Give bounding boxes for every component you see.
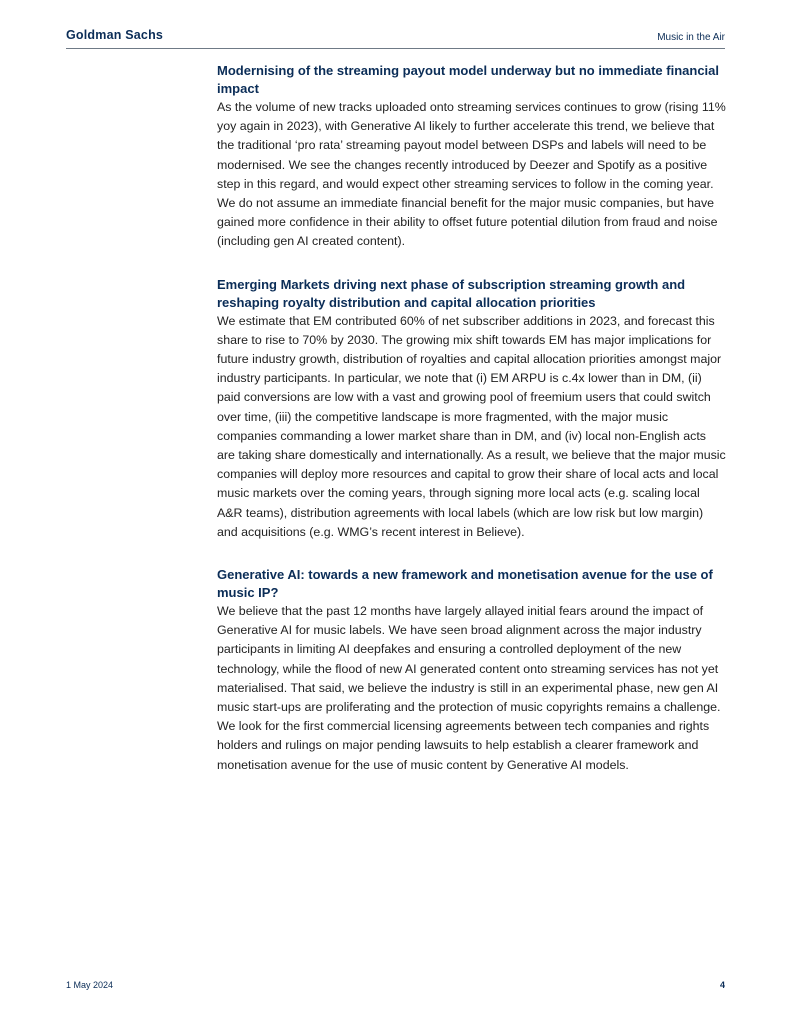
main-content — [217, 62, 727, 799]
section-streaming-payout — [217, 62, 727, 252]
section-emerging-markets — [217, 276, 727, 542]
header-divider — [66, 48, 725, 49]
page-number: 4 — [719, 980, 725, 990]
section-heading: Modernising of the streaming payout model underway but no immediate financial impact — [217, 63, 720, 96]
section-heading: Emerging Markets driving next phase of subscription streaming growth and reshaping royalty distribution and capital allocation priorities — [217, 276, 686, 310]
section-generative-ai — [217, 566, 727, 775]
report-title: Music in the Air — [657, 32, 725, 43]
section-body: We believe that the past 12 months have largely allayed initial fears around the impact of Generative AI for music labels. We have seen broad alignment across the major industry participants in limiting AI deepfakes and ensuring a controlled deployment of the new technology, while the flood of new AI generated content onto streaming services has not yet materialised. That said, we believe the industry is still in an experimental phase, new gen AI music start-ups are proliferating and the protection of music copyrights remains a challenge. We look for the first commercial licensing agreements between tech companies and rights holders and rulings on major pending lawsuits to help establish a clearer framework and monetisation avenue for the use of music content by Generative AI models. — [217, 604, 721, 772]
section-heading: Generative AI: towards a new framework and monetisation avenue for the use of music IP? — [217, 567, 713, 601]
publication-date: 1 May 2024 — [66, 980, 114, 990]
brand-name: Goldman Sachs — [66, 28, 164, 42]
section-body: We estimate that EM contributed 60% of net subscriber additions in 2023, and forecast this share to rise to 70% by 2030. The growing mix shift towards EM has major implications for future industry growth, distribution of royalties and capital allocation priorities amongst major industry participants. In particular, we note that (i) EM ARPU is c.4x lower than in DM, (ii) paid conversions are low with a vast and growing pool of freemium users that could switch over time, (iii) the competitive landscape is more fragmented, with the major music companies commanding a lower market share than in DM, and (iv) local non-English acts are taking share domestically and internationally. As a result, we believe that the major music companies will deploy more resources and capital to grow their share of local acts and local music markets over the coming years, through signing more local acts (e.g. scaling local A&R teams), distribution agreements with local labels (which are low risk but low margin) and acquisitions (e.g. WMG’s recent interest in Believe). — [217, 313, 726, 539]
section-body: As the volume of new tracks uploaded onto streaming services continues to grow (rising 11% yoy again in 2023), with Generative AI likely to further accelerate this trend, we believe that the traditional ‘pro rata’ streaming payout model between DSPs and labels will need to be modernised. We see the changes recently introduced by Deezer and Spotify as a positive step in this regard, and would expect other streaming services to follow in the coming year. We do not assume an immediate financial benefit for the major music companies, but have gained more confidence in their ability to offset future potential dilution from fraud and noise (including gen AI created content). — [217, 100, 726, 249]
